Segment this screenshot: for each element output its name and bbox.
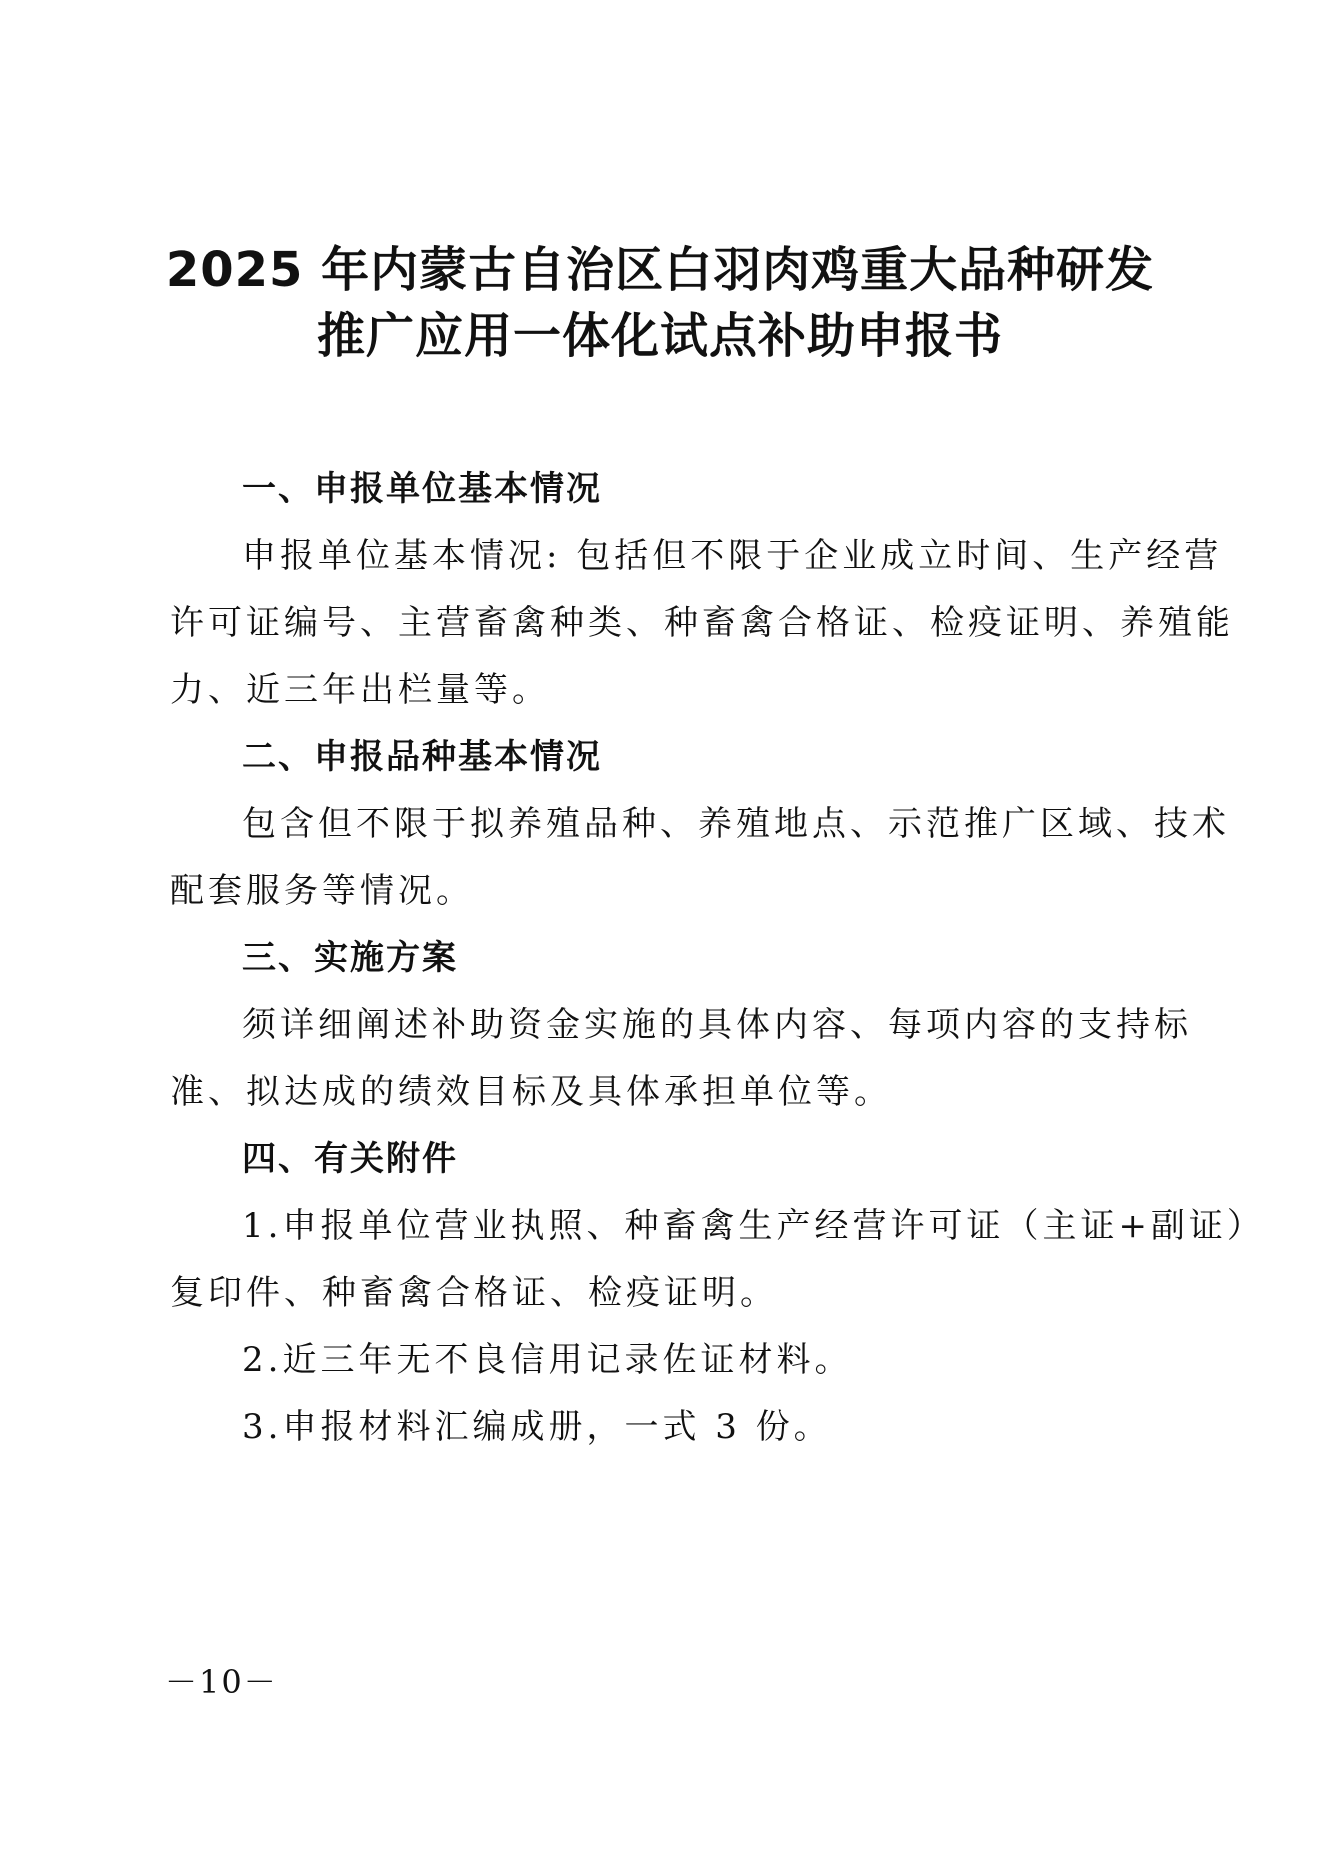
paragraph-line: 配套服务等情况。	[170, 871, 474, 911]
attachment-item-1: 1.申报单位营业执照、种畜禽生产经营许可证（主证+副证）	[242, 1206, 1265, 1246]
section-heading-attachments: 四、有关附件	[242, 1139, 458, 1179]
paragraph-line: 准、拟达成的绩效目标及具体承担单位等。	[170, 1072, 892, 1112]
document-body	[170, 456, 1265, 1461]
section-heading-breed-info: 二、申报品种基本情况	[242, 737, 602, 777]
paragraph-line: 力、近三年出栏量等。	[170, 670, 550, 710]
attachment-item-1-continued: 复印件、种畜禽合格证、检疫证明。	[170, 1273, 778, 1313]
paragraph-line: 许可证编号、主营畜禽种类、种畜禽合格证、检疫证明、养殖能	[170, 603, 1234, 643]
paragraph-line: 申报单位基本情况: 包括但不限于企业成立时间、生产经营	[242, 536, 1223, 576]
section-heading-applicant-info: 一、申报单位基本情况	[242, 469, 602, 509]
attachment-item-2: 2.近三年无不良信用记录佐证材料。	[242, 1340, 853, 1380]
section-heading-implementation-plan: 三、实施方案	[242, 938, 458, 978]
document-title-line-2: 推广应用一体化试点补助申报书	[316, 308, 1003, 364]
document-title-line-1: 2025 年内蒙古自治区白羽肉鸡重大品种研发	[165, 242, 1155, 298]
paragraph-line: 包含但不限于拟养殖品种、养殖地点、示范推广区域、技术	[242, 804, 1230, 844]
paragraph-line: 须详细阐述补助资金实施的具体内容、每项内容的支持标	[242, 1005, 1192, 1045]
attachment-item-3: 3.申报材料汇编成册，一式 3 份。	[242, 1407, 832, 1447]
page-number: －10－	[165, 1663, 278, 1701]
